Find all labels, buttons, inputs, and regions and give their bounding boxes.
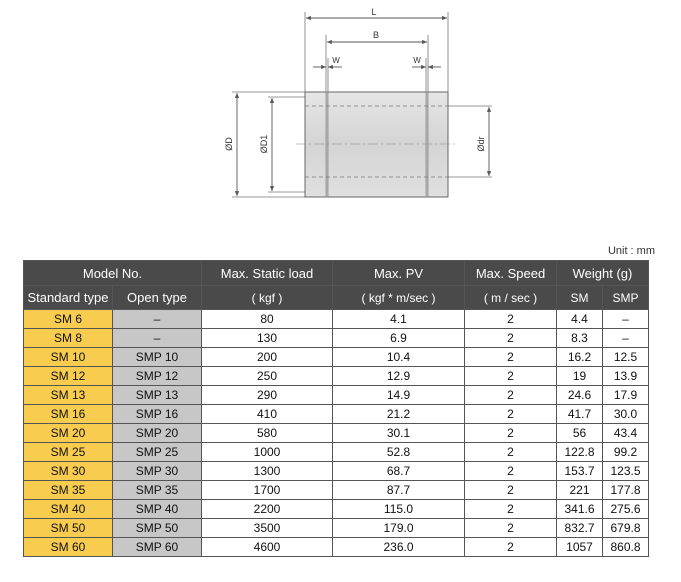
weight-sm-cell: 341.6 [557,500,603,519]
max-speed-cell: 2 [465,329,557,348]
open-type-cell: SMP 12 [113,367,202,386]
max-speed-cell: 2 [465,386,557,405]
weight-sm-cell: 1057 [557,538,603,557]
max-speed-cell: 2 [465,481,557,500]
dim-label-dr: Ødr [476,136,486,152]
table-row [24,405,649,424]
dim-label-W-left: W [332,56,340,65]
max-pv-cell: 68.7 [333,462,465,481]
max-speed-cell: 2 [465,424,557,443]
header-standard-type: Standard type [24,286,113,310]
table-row [24,538,649,557]
max-pv-cell: 10.4 [333,348,465,367]
static-load-cell: 1000 [202,443,333,462]
weight-smp-cell: 123.5 [603,462,649,481]
max-speed-cell: 2 [465,500,557,519]
weight-sm-cell: 16.2 [557,348,603,367]
standard-type-cell: SM 16 [24,405,113,424]
table-row [24,519,649,538]
spec-table-body [24,310,649,557]
open-type-cell: – [113,329,202,348]
weight-smp-cell: 30.0 [603,405,649,424]
weight-sm-cell: 4.4 [557,310,603,329]
max-pv-cell: 52.8 [333,443,465,462]
standard-type-cell: SM 60 [24,538,113,557]
bushing-body [296,92,457,197]
dim-label-D: ØD [224,137,234,151]
header-weight-smp: SMP [603,286,649,310]
header-max-speed-unit: ( m / sec ) [465,286,557,310]
header-static-load: Max. Static load [202,261,333,286]
max-pv-cell: 115.0 [333,500,465,519]
max-speed-cell: 2 [465,367,557,386]
table-row [24,348,649,367]
max-pv-cell: 87.7 [333,481,465,500]
standard-type-cell: SM 40 [24,500,113,519]
spec-table [23,260,649,557]
open-type-cell: SMP 60 [113,538,202,557]
weight-smp-cell: – [603,310,649,329]
header-max-speed: Max. Speed [465,261,557,286]
standard-type-cell: SM 20 [24,424,113,443]
weight-smp-cell: 860.8 [603,538,649,557]
header-max-pv-unit: ( kgf * m/sec ) [333,286,465,310]
dim-label-L: L [371,7,377,17]
weight-sm-cell: 41.7 [557,405,603,424]
open-type-cell: SMP 35 [113,481,202,500]
standard-type-cell: SM 30 [24,462,113,481]
weight-smp-cell: 177.8 [603,481,649,500]
weight-sm-cell: 8.3 [557,329,603,348]
weight-smp-cell: 679.8 [603,519,649,538]
standard-type-cell: SM 6 [24,310,113,329]
max-speed-cell: 2 [465,538,557,557]
open-type-cell: – [113,310,202,329]
static-load-cell: 80 [202,310,333,329]
weight-smp-cell: 43.4 [603,424,649,443]
max-speed-cell: 2 [465,519,557,538]
table-row [24,443,649,462]
static-load-cell: 130 [202,329,333,348]
standard-type-cell: SM 8 [24,329,113,348]
open-type-cell: SMP 25 [113,443,202,462]
static-load-cell: 410 [202,405,333,424]
open-type-cell: SMP 30 [113,462,202,481]
max-speed-cell: 2 [465,462,557,481]
weight-smp-cell: 275.6 [603,500,649,519]
weight-smp-cell: 99.2 [603,443,649,462]
weight-sm-cell: 153.7 [557,462,603,481]
dim-label-B: B [372,30,380,40]
open-type-cell: SMP 40 [113,500,202,519]
header-open-type: Open type [113,286,202,310]
max-pv-cell: 6.9 [333,329,465,348]
weight-smp-cell: 13.9 [603,367,649,386]
max-speed-cell: 2 [465,348,557,367]
weight-sm-cell: 221 [557,481,603,500]
max-speed-cell: 2 [465,443,557,462]
max-pv-cell: 30.1 [333,424,465,443]
static-load-cell: 200 [202,348,333,367]
open-type-cell: SMP 10 [113,348,202,367]
max-speed-cell: 2 [465,405,557,424]
open-type-cell: SMP 50 [113,519,202,538]
max-pv-cell: 179.0 [333,519,465,538]
weight-smp-cell: 17.9 [603,386,649,405]
standard-type-cell: SM 13 [24,386,113,405]
max-pv-cell: 236.0 [333,538,465,557]
bushing-technical-drawing [0,0,681,240]
standard-type-cell: SM 35 [24,481,113,500]
table-row [24,367,649,386]
open-type-cell: SMP 20 [113,424,202,443]
table-row [24,329,649,348]
standard-type-cell: SM 50 [24,519,113,538]
table-row [24,424,649,443]
max-pv-cell: 4.1 [333,310,465,329]
standard-type-cell: SM 12 [24,367,113,386]
static-load-cell: 250 [202,367,333,386]
table-row [24,481,649,500]
open-type-cell: SMP 13 [113,386,202,405]
standard-type-cell: SM 25 [24,443,113,462]
weight-smp-cell: – [603,329,649,348]
header-static-load-unit: ( kgf ) [202,286,333,310]
header-weight-sm: SM [557,286,603,310]
static-load-cell: 1300 [202,462,333,481]
max-pv-cell: 14.9 [333,386,465,405]
static-load-cell: 290 [202,386,333,405]
table-row [24,310,649,329]
weight-sm-cell: 24.6 [557,386,603,405]
table-row [24,386,649,405]
weight-sm-cell: 19 [557,367,603,386]
weight-sm-cell: 832.7 [557,519,603,538]
standard-type-cell: SM 10 [24,348,113,367]
weight-smp-cell: 12.5 [603,348,649,367]
dim-label-D1: ØD1 [259,134,269,154]
static-load-cell: 3500 [202,519,333,538]
header-max-pv: Max. PV [333,261,465,286]
table-row [24,500,649,519]
unit-label: Unit : mm [607,245,655,257]
max-pv-cell: 12.9 [333,367,465,386]
header-model-no: Model No. [24,261,202,286]
static-load-cell: 1700 [202,481,333,500]
weight-sm-cell: 56 [557,424,603,443]
static-load-cell: 580 [202,424,333,443]
open-type-cell: SMP 16 [113,405,202,424]
weight-sm-cell: 122.8 [557,443,603,462]
dim-label-W-right: W [413,56,421,65]
table-row [24,462,649,481]
max-speed-cell: 2 [465,310,557,329]
max-pv-cell: 21.2 [333,405,465,424]
header-weight: Weight (g) [557,261,649,286]
static-load-cell: 2200 [202,500,333,519]
static-load-cell: 4600 [202,538,333,557]
